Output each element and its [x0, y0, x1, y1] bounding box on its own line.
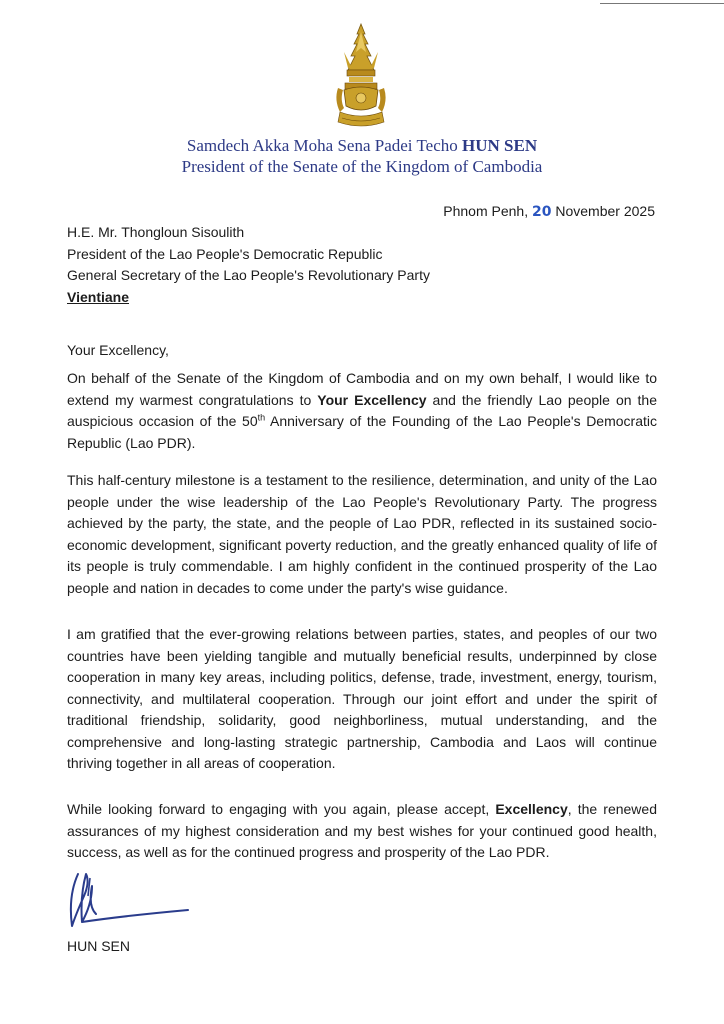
recipient-title-1: President of the Lao People's Democratic Republic	[67, 245, 383, 262]
paragraph-3: I am gratified that the ever-growing relations between parties, states, and peoples of our two countries have been yielding tangible and mutually beneficial results, underpinned by close cooperation in many key areas, including politics, defense, trade, investment, energy, tourism, connectivity, and multilateral cooperation. Through our joint effort and under the spirit of traditional friendship, solidarity, good neighborliness, mutual understanding, and the comprehensive and long-lasting strategic partnership, Cambodia and Laos will continue thriving together in all areas of cooperation.	[67, 626, 657, 771]
royal-emblem-icon	[330, 22, 392, 130]
recipient-address	[67, 222, 657, 308]
sender-title-line: Samdech Akka Moha Sena Padei Techo HUN SEN	[186, 136, 538, 155]
date-day: 20	[532, 204, 552, 220]
signature-image	[62, 866, 192, 936]
scan-edge-line	[600, 3, 724, 4]
recipient-city: Vientiane	[67, 288, 129, 305]
paragraph-4: While looking forward to engaging with you again, please accept, Excellency, the renewed assurances of my highest consideration and my best wishes for your continued good health, success, as well as for the continued progress and prosperity of the Lao PDR.	[67, 801, 657, 860]
recipient-title-2: General Secretary of the Lao People's Revolutionary Party	[67, 267, 430, 283]
recipient-name: H.E. Mr. Thongloun Sisoulith	[67, 224, 245, 240]
salutation: Your Excellency,	[67, 342, 169, 358]
sender-name: HUN SEN	[462, 136, 538, 155]
paragraph-2: This half-century milestone is a testament to the resilience, determination, and unity of the Lao people under the wise leadership of the Lao People's Revolutionary Party. The progress achieved by the party, the state, and the people of Lao PDR, reflected in its sustained socio-economic development, significant poverty reduction, and the greatly enhanced quality of life of its people is truly commendable. I am highly confident in the continued prosperity of the Lao people and nation in decades to come under the party's wise guidance.	[67, 472, 657, 596]
signatory-name: HUN SEN	[67, 938, 131, 954]
sender-office-line: President of the Senate of the Kingdom of Cambodia	[181, 157, 543, 176]
dateline: Phnom Penh, 20 November 2025	[443, 203, 655, 220]
paragraph-1: On behalf of the Senate of the Kingdom of Cambodia and on my own behalf, I would like to extend my warmest congratulations to Your Excellency and the friendly Lao people on the auspicious occasion of the 50th Anniversary of the Founding of the Lao People's Democratic Republic (Lao PDR).	[67, 370, 657, 451]
